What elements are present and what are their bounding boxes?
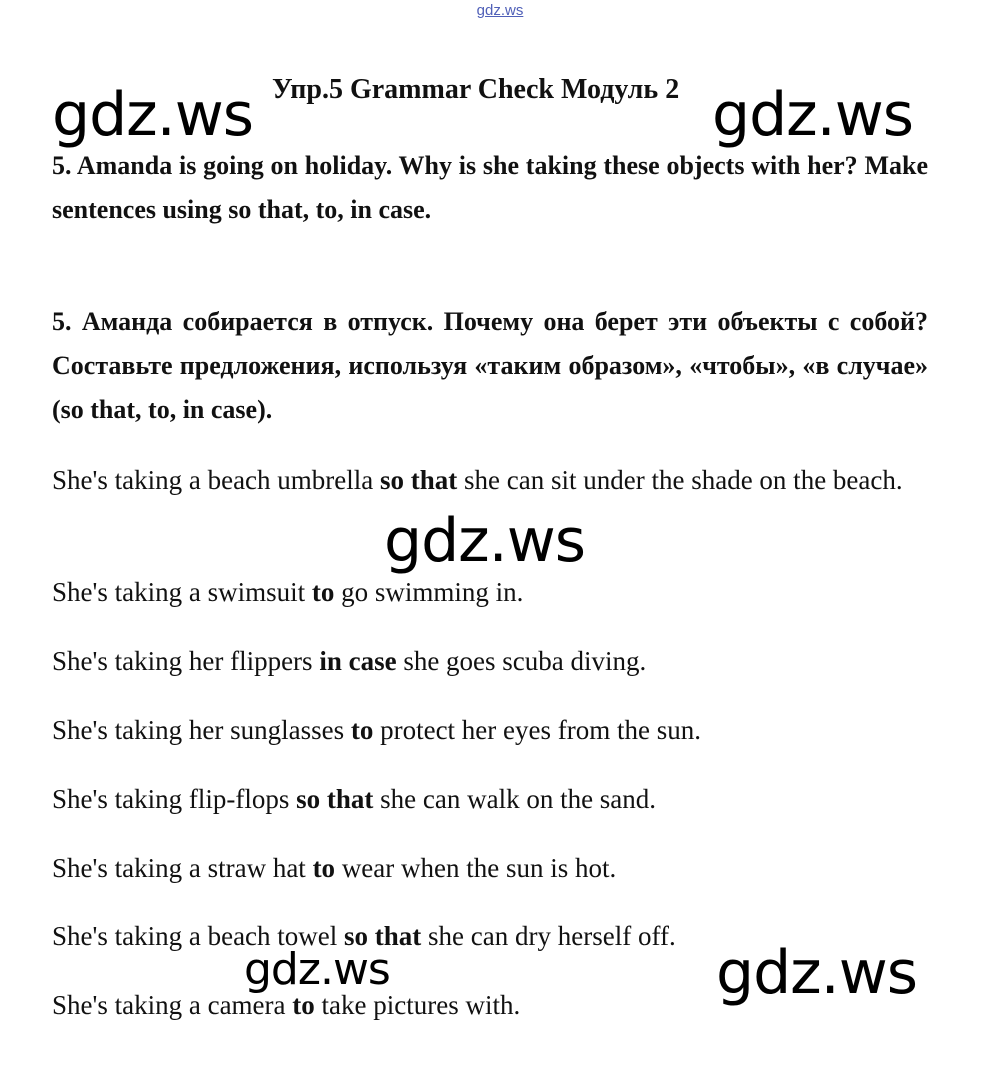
answer-line bbox=[52, 846, 930, 890]
site-link[interactable]: gdz.ws bbox=[476, 2, 524, 19]
answer-text: She's taking a straw hat bbox=[52, 853, 313, 883]
answer-text: She's taking her flippers bbox=[52, 646, 320, 676]
answer-text: She's taking a camera bbox=[52, 990, 293, 1020]
answer-text: she can dry herself off. bbox=[421, 921, 676, 951]
answer-keyword: so that bbox=[344, 921, 422, 951]
task-russian: 5. Аманда собирается в отпуск. Почему она берет эти объекты с собой? Составьте предложения, используя «таким образом», «чтобы», «в случае» (so that, to, in case). bbox=[52, 307, 928, 424]
answer-text: she can sit under the shade on the beach. bbox=[457, 465, 903, 495]
answer-text: she can walk on the sand. bbox=[373, 784, 657, 814]
answer-line bbox=[52, 570, 930, 614]
answer-line bbox=[52, 639, 930, 683]
answer-keyword: to bbox=[311, 577, 335, 607]
answer-text: She's taking a beach umbrella bbox=[52, 465, 381, 495]
answer-keyword: to bbox=[292, 990, 315, 1020]
answer-line bbox=[52, 708, 930, 752]
answer-keyword: to bbox=[312, 853, 336, 883]
watermark-bottom-left: gdz.ws bbox=[244, 944, 390, 995]
page-title: Упр.5 Grammar Check Модуль 2 bbox=[272, 74, 680, 105]
answer-text: wear when the sun is hot. bbox=[335, 853, 617, 883]
answer-text: she goes scuba diving. bbox=[396, 646, 647, 676]
watermark-bottom-right: gdz.ws bbox=[716, 938, 918, 1008]
watermark-top-left: gdz.ws bbox=[52, 80, 254, 150]
watermark-center: gdz.ws bbox=[384, 506, 586, 576]
answer-text: She's taking a swimsuit bbox=[52, 577, 312, 607]
answer-keyword: so that bbox=[296, 784, 374, 814]
task-english: 5. Amanda is going on holiday. Why is she taking these objects with her? Make sentences using so that, to, in case. bbox=[52, 151, 928, 224]
answer-text: She's taking flip-flops bbox=[52, 784, 297, 814]
answer-line bbox=[52, 983, 930, 1027]
answer-keyword: so that bbox=[380, 465, 458, 495]
answer-text: go swimming in. bbox=[334, 577, 524, 607]
answer-text: She's taking a beach towel bbox=[52, 921, 345, 951]
answer-line bbox=[52, 458, 930, 502]
watermark-top-right: gdz.ws bbox=[712, 80, 914, 150]
answer-text: protect her eyes from the sun. bbox=[373, 715, 701, 745]
answer-text: She's taking her sunglasses bbox=[52, 715, 351, 745]
answer-keyword: in case bbox=[319, 646, 397, 676]
answer-keyword: to bbox=[350, 715, 374, 745]
answer-line bbox=[52, 777, 930, 821]
answer-text: take pictures with. bbox=[314, 990, 521, 1020]
